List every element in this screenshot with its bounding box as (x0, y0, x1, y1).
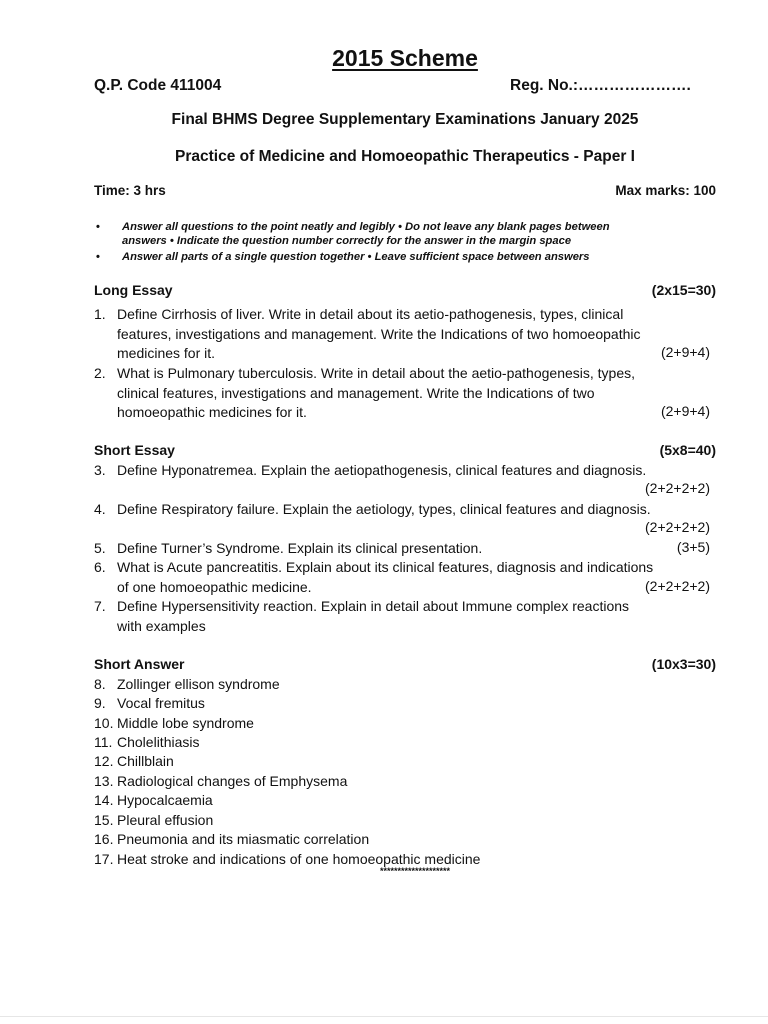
end-of-paper-stars: ******************** (379, 866, 451, 876)
question-number: 14. (94, 792, 114, 808)
question-2-marks: (2+9+4) (660, 403, 710, 419)
instruction-text: Answer all questions to the point neatly and legibly • Do not leave any blank pages between (122, 221, 610, 233)
instruction-1 (94, 220, 694, 234)
question-text: Define Respiratory failure. Explain the aetiology, types, clinical features and diagnosis. (117, 501, 651, 517)
question-text: homoeopathic medicines for it. (117, 404, 307, 420)
question-number: 7. (94, 598, 106, 614)
question-text: Define Hyponatremea. Explain the aetiopathogenesis, clinical features and diagnosis. (117, 462, 647, 478)
question-text: Hypocalcaemia (117, 792, 213, 808)
question-1-marks: (2+9+4) (660, 344, 710, 360)
question-number: 1. (94, 306, 106, 322)
question-text: with examples (117, 618, 206, 634)
instruction-2 (94, 250, 694, 264)
question-text: What is Acute pancreatitis. Explain about its clinical features, diagnosis and indications (117, 559, 654, 575)
question-number: 16. (94, 831, 114, 847)
question-text: Define Hypersensitivity reaction. Explain in detail about Immune complex reactions (117, 598, 630, 614)
max-marks: Max marks: 100 (615, 183, 716, 198)
question-text: Zollinger ellison syndrome (117, 676, 280, 692)
question-number: 8. (94, 676, 106, 692)
question-number: 9. (94, 695, 106, 711)
bullet-icon: • (96, 221, 100, 233)
question-3-marks: (2+2+2+2) (645, 480, 710, 496)
question-4-marks: (2+2+2+2) (645, 519, 710, 535)
question-text: What is Pulmonary tuberculosis. Write in detail about the aetio-pathogenesis, types, (117, 365, 636, 381)
question-text: Pleural effusion (117, 812, 214, 828)
scheme-heading: 2015 Scheme (332, 45, 478, 71)
question-text: Cholelithiasis (117, 734, 200, 750)
question-text: Heat stroke and indications of one homoeopathic medicine (117, 851, 481, 867)
page-edge-divider (0, 1016, 768, 1017)
question-number: 13. (94, 773, 114, 789)
question-number: 3. (94, 462, 106, 478)
section-marks-short-answer: (10x3=30) (651, 656, 716, 672)
question-text: Define Cirrhosis of liver. Write in detail about its aetio-pathogenesis, types, clinical (117, 306, 624, 322)
question-text: Pneumonia and its miasmatic correlation (117, 831, 370, 847)
question-text: Middle lobe syndrome (117, 715, 254, 731)
section-marks-long-essay: (2x15=30) (651, 282, 716, 298)
reg-no: Reg. No.:…………………. (510, 77, 691, 94)
question-text: Radiological changes of Emphysema (117, 773, 348, 789)
bullet-icon: • (96, 251, 100, 263)
question-text: clinical features, investigations and management. Write the Indications of two (117, 385, 595, 401)
question-5-marks: (3+5) (676, 539, 710, 555)
question-text: medicines for it. (117, 345, 216, 361)
paper-title: Practice of Medicine and Homoeopathic Therapeutics - Paper I (175, 148, 635, 165)
question-number: 17. (94, 851, 114, 867)
instruction-text: Answer all parts of a single question together • Leave sufficient space between answers (122, 251, 590, 263)
question-number: 10. (94, 715, 114, 731)
section-marks-short-essay: (5x8=40) (659, 442, 716, 458)
instruction-1-cont (94, 234, 694, 248)
question-number: 6. (94, 559, 106, 575)
question-number: 15. (94, 812, 114, 828)
question-number: 4. (94, 501, 106, 517)
section-title-short-answer: Short Answer (94, 656, 185, 672)
qp-code: Q.P. Code 411004 (94, 77, 222, 94)
question-text: of one homoeopathic medicine. (117, 579, 312, 595)
time-allowed: Time: 3 hrs (94, 183, 166, 198)
question-6-marks: (2+2+2+2) (645, 578, 710, 594)
section-title-long-essay: Long Essay (94, 282, 173, 298)
question-text: features, investigations and management. Write the Indications of two homoeopathic (117, 326, 641, 342)
question-text: Define Turner’s Syndrome. Explain its clinical presentation. (117, 540, 483, 556)
instruction-text: answers • Indicate the question number correctly for the answer in the margin space (122, 235, 572, 247)
question-number: 11. (94, 734, 113, 750)
question-number: 5. (94, 540, 106, 556)
question-text: Chillblain (117, 753, 174, 769)
question-text: Vocal fremitus (117, 695, 205, 711)
question-number: 2. (94, 365, 106, 381)
question-number: 12. (94, 753, 114, 769)
section-title-short-essay: Short Essay (94, 442, 175, 458)
exam-title: Final BHMS Degree Supplementary Examinations January 2025 (171, 111, 639, 128)
